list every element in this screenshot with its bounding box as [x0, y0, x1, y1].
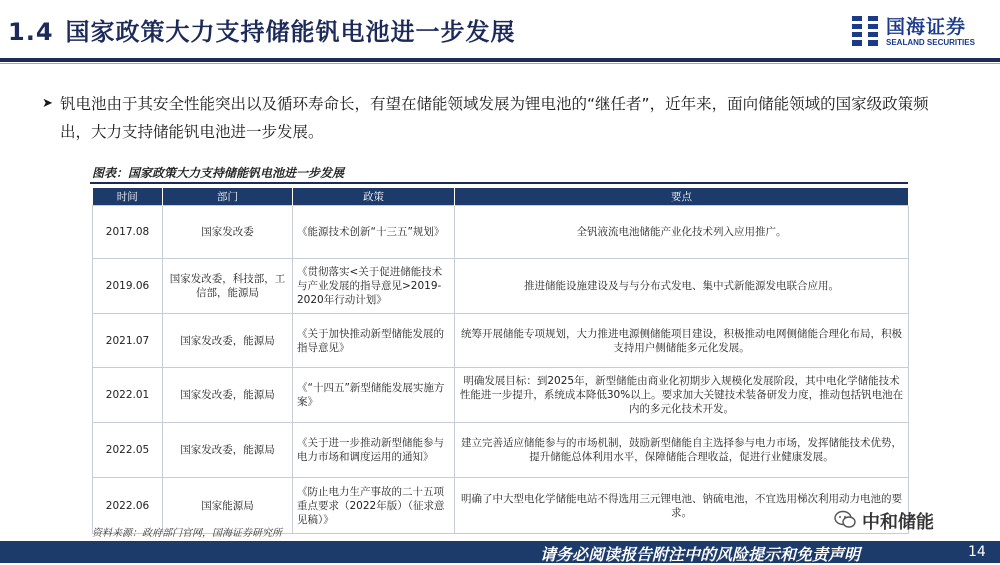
cell-time: 2021.07 [93, 314, 163, 368]
sealand-logo-icon [850, 14, 880, 48]
cell-time: 2019.06 [93, 259, 163, 314]
table-caption: 图表：国家政策大力支持储能钒电池进一步发展 [92, 166, 345, 180]
wechat-watermark [834, 506, 984, 534]
cell-dept: 国家发改委，能源局 [163, 423, 293, 478]
policy-table [92, 188, 909, 534]
cell-key-points: 明确了中大型电化学储能电站不得选用三元锂电池、钠硫电池，不宜选用梯次利用动力电池的要求。 [455, 478, 909, 534]
cell-policy: 《“十四五”新型储能发展实施方案》 [293, 368, 455, 423]
logo-chinese-name: 国海证券 [886, 16, 967, 38]
footer-disclaimer: 请务必阅读报告附注中的风险提示和免责声明 [540, 545, 861, 564]
table-row [93, 368, 909, 423]
cell-dept: 国家发改委，能源局 [163, 314, 293, 368]
header-divider-thin [0, 63, 1000, 64]
column-header-policy: 政策 [293, 188, 455, 206]
header-divider [0, 58, 1000, 62]
table-row [93, 259, 909, 314]
page-header [0, 0, 1000, 60]
cell-policy: 《关于进一步推动新型储能参与电力市场和调度运用的通知》 [293, 423, 455, 478]
table-header-row [93, 188, 909, 206]
cell-key-points: 全钒液流电池储能产业化技术列入应用推广。 [455, 206, 909, 259]
cell-dept: 国家发改委 [163, 206, 293, 259]
company-logo [850, 12, 990, 52]
table-row [93, 206, 909, 259]
cell-time: 2022.06 [93, 478, 163, 534]
cell-key-points: 统筹开展储能专项规划，大力推进电源侧储能项目建设，积极推动电网侧储能合理化布局，积极支持用户侧储能多元化发展。 [455, 314, 909, 368]
cell-time: 2022.05 [93, 423, 163, 478]
page-number: 14 [968, 544, 986, 560]
cell-time: 2022.01 [93, 368, 163, 423]
cell-dept: 国家发改委，能源局 [163, 368, 293, 423]
wechat-icon [834, 510, 856, 530]
column-header-dept: 部门 [163, 188, 293, 206]
table-row [93, 314, 909, 368]
logo-english-name: SEALAND SECURITIES [886, 38, 975, 47]
caption-divider [90, 182, 908, 184]
cell-policy: 《防止电力生产事故的二十五项重点要求（2022年版）（征求意见稿）》 [293, 478, 455, 534]
cell-time: 2017.08 [93, 206, 163, 259]
intro-bullet [42, 90, 940, 146]
section-title [8, 12, 516, 47]
cell-policy: 《关于加快推动新型储能发展的指导意见》 [293, 314, 455, 368]
section-title-text: 国家政策大力支持储能钒电池进一步发展 [65, 18, 516, 46]
column-header-key-points: 要点 [455, 188, 909, 206]
section-number: 1.4 [8, 18, 54, 46]
source-note: 资料来源：政府部门官网，国海证券研究所 [92, 528, 282, 539]
column-header-time: 时间 [93, 188, 163, 206]
cell-policy: 《能源技术创新“十三五”规划》 [293, 206, 455, 259]
cell-key-points: 建立完善适应储能参与的市场机制，鼓励新型储能自主选择参与电力市场，发挥储能技术优势，提升储能总体利用水平，保障储能合理收益，促进行业健康发展。 [455, 423, 909, 478]
cell-dept: 国家发改委，科技部，工信部，能源局 [163, 259, 293, 314]
intro-text: 钒电池由于其安全性能突出以及循环寿命长，有望在储能领域发展为锂电池的“继任者”，近年来，面向储能领域的国家级政策频出，大力支持储能钒电池进一步发展。 [60, 95, 929, 141]
arrow-bullet-icon: ➤ [42, 96, 53, 111]
cell-key-points: 明确发展目标：到2025年，新型储能由商业化初期步入规模化发展阶段，其中电化学储能技术性能进一步提升，系统成本降低30%以上。要求加大关键技术装备研发力度，推动包括钒电池在内的多元化技术开发。 [455, 368, 909, 423]
watermark-text: 中和储能 [862, 512, 934, 533]
cell-policy: 《贯彻落实<关于促进储能技术与产业发展的指导意见>2019-2020年行动计划》 [293, 259, 455, 314]
table-row [93, 423, 909, 478]
cell-key-points: 推进储能设施建设及与与分布式发电、集中式新能源发电联合应用。 [455, 259, 909, 314]
cell-dept: 国家能源局 [163, 478, 293, 534]
